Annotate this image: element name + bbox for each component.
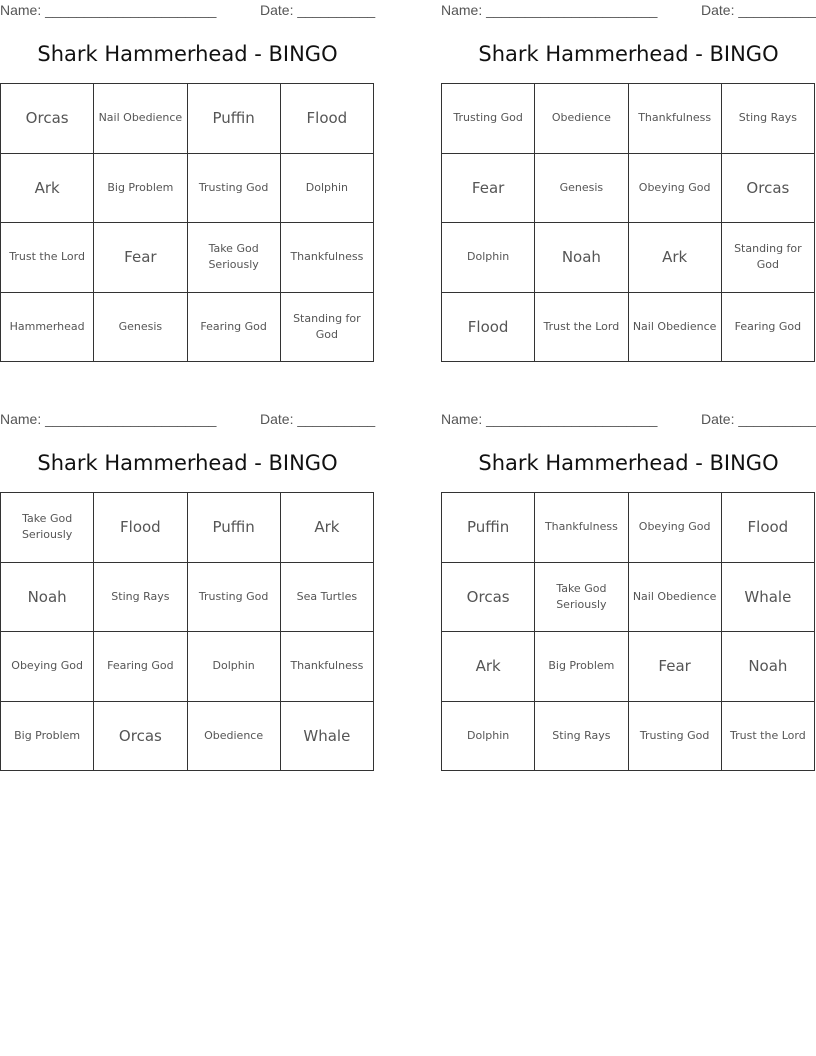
bingo-cell[interactable]: Whale (722, 563, 815, 633)
bingo-cell[interactable]: Trusting God (188, 563, 281, 633)
name-field[interactable]: Name: ______________________ (441, 2, 658, 18)
bingo-cell[interactable]: Ark (1, 154, 94, 224)
bingo-cell[interactable]: Flood (722, 493, 815, 563)
bingo-cell[interactable]: Fearing God (722, 293, 815, 363)
bingo-cell[interactable]: Take God Seriously (1, 493, 94, 563)
bingo-cell[interactable]: Flood (442, 293, 535, 363)
bingo-cell[interactable]: Puffin (442, 493, 535, 563)
date-field[interactable]: Date: __________ (701, 2, 816, 18)
bingo-cell[interactable]: Hammerhead (1, 293, 94, 363)
bingo-cell[interactable]: Big Problem (1, 702, 94, 772)
bingo-cell[interactable]: Fear (629, 632, 722, 702)
bingo-cell[interactable]: Fear (442, 154, 535, 224)
bingo-cell[interactable]: Thankfulness (629, 84, 722, 154)
bingo-cell[interactable]: Trusting God (188, 154, 281, 224)
bingo-card-3 (0, 409, 376, 779)
bingo-cell[interactable]: Noah (1, 563, 94, 633)
bingo-cell[interactable]: Sting Rays (94, 563, 187, 633)
bingo-cell[interactable]: Trust the Lord (535, 293, 628, 363)
bingo-cell[interactable]: Obeying God (629, 493, 722, 563)
bingo-grid (441, 83, 815, 362)
bingo-cell[interactable]: Noah (535, 223, 628, 293)
bingo-cell[interactable]: Flood (94, 493, 187, 563)
bingo-card-2 (441, 0, 816, 370)
bingo-grid (0, 83, 374, 362)
bingo-cell[interactable]: Orcas (442, 563, 535, 633)
bingo-cell[interactable]: Sting Rays (535, 702, 628, 772)
bingo-cell[interactable]: Thankfulness (281, 632, 374, 702)
bingo-cell[interactable]: Flood (281, 84, 374, 154)
bingo-cell[interactable]: Obedience (535, 84, 628, 154)
bingo-cell[interactable]: Orcas (94, 702, 187, 772)
bingo-cell[interactable]: Puffin (188, 84, 281, 154)
name-field[interactable]: Name: ______________________ (0, 411, 217, 427)
bingo-cell[interactable]: Nail Obedience (94, 84, 187, 154)
bingo-cell[interactable]: Fearing God (188, 293, 281, 363)
bingo-cell[interactable]: Take God Seriously (188, 223, 281, 293)
bingo-cell[interactable]: Take God Seriously (535, 563, 628, 633)
bingo-cell[interactable]: Ark (281, 493, 374, 563)
name-field[interactable]: Name: ______________________ (0, 2, 217, 18)
bingo-cell[interactable]: Fearing God (94, 632, 187, 702)
card-title: Shark Hammerhead - BINGO (478, 451, 779, 475)
bingo-cell[interactable]: Trusting God (442, 84, 535, 154)
bingo-cell[interactable]: Obedience (188, 702, 281, 772)
bingo-cell[interactable]: Whale (281, 702, 374, 772)
card-title: Shark Hammerhead - BINGO (37, 42, 338, 66)
date-field[interactable]: Date: __________ (260, 411, 376, 427)
bingo-cell[interactable]: Big Problem (535, 632, 628, 702)
bingo-cell[interactable]: Fear (94, 223, 187, 293)
bingo-cell[interactable]: Nail Obedience (629, 293, 722, 363)
bingo-cell[interactable]: Obeying God (1, 632, 94, 702)
bingo-cell[interactable]: Nail Obedience (629, 563, 722, 633)
bingo-card-1 (0, 0, 376, 370)
bingo-cell[interactable]: Big Problem (94, 154, 187, 224)
card-title: Shark Hammerhead - BINGO (478, 42, 779, 66)
bingo-cell[interactable]: Dolphin (281, 154, 374, 224)
bingo-cell[interactable]: Trusting God (629, 702, 722, 772)
bingo-cell[interactable]: Sting Rays (722, 84, 815, 154)
bingo-cell[interactable]: Genesis (94, 293, 187, 363)
date-field[interactable]: Date: __________ (701, 411, 816, 427)
bingo-cell[interactable]: Dolphin (442, 702, 535, 772)
date-field[interactable]: Date: __________ (260, 2, 376, 18)
bingo-cell[interactable]: Obeying God (629, 154, 722, 224)
bingo-cell[interactable]: Trust the Lord (722, 702, 815, 772)
bingo-cell[interactable]: Standing for God (722, 223, 815, 293)
bingo-cell[interactable]: Thankfulness (281, 223, 374, 293)
bingo-cell[interactable]: Orcas (722, 154, 815, 224)
bingo-cell[interactable]: Standing for God (281, 293, 374, 363)
bingo-cell[interactable]: Genesis (535, 154, 628, 224)
bingo-cell[interactable]: Thankfulness (535, 493, 628, 563)
bingo-grid (0, 492, 374, 771)
bingo-cell[interactable]: Trust the Lord (1, 223, 94, 293)
bingo-grid (441, 492, 815, 771)
bingo-cell[interactable]: Sea Turtles (281, 563, 374, 633)
bingo-cell[interactable]: Puffin (188, 493, 281, 563)
bingo-cell[interactable]: Noah (722, 632, 815, 702)
bingo-cell[interactable]: Dolphin (442, 223, 535, 293)
name-field[interactable]: Name: ______________________ (441, 411, 658, 427)
bingo-cell[interactable]: Dolphin (188, 632, 281, 702)
bingo-cell[interactable]: Orcas (1, 84, 94, 154)
bingo-card-4 (441, 409, 816, 779)
bingo-cell[interactable]: Ark (442, 632, 535, 702)
card-title: Shark Hammerhead - BINGO (37, 451, 338, 475)
bingo-cell[interactable]: Ark (629, 223, 722, 293)
